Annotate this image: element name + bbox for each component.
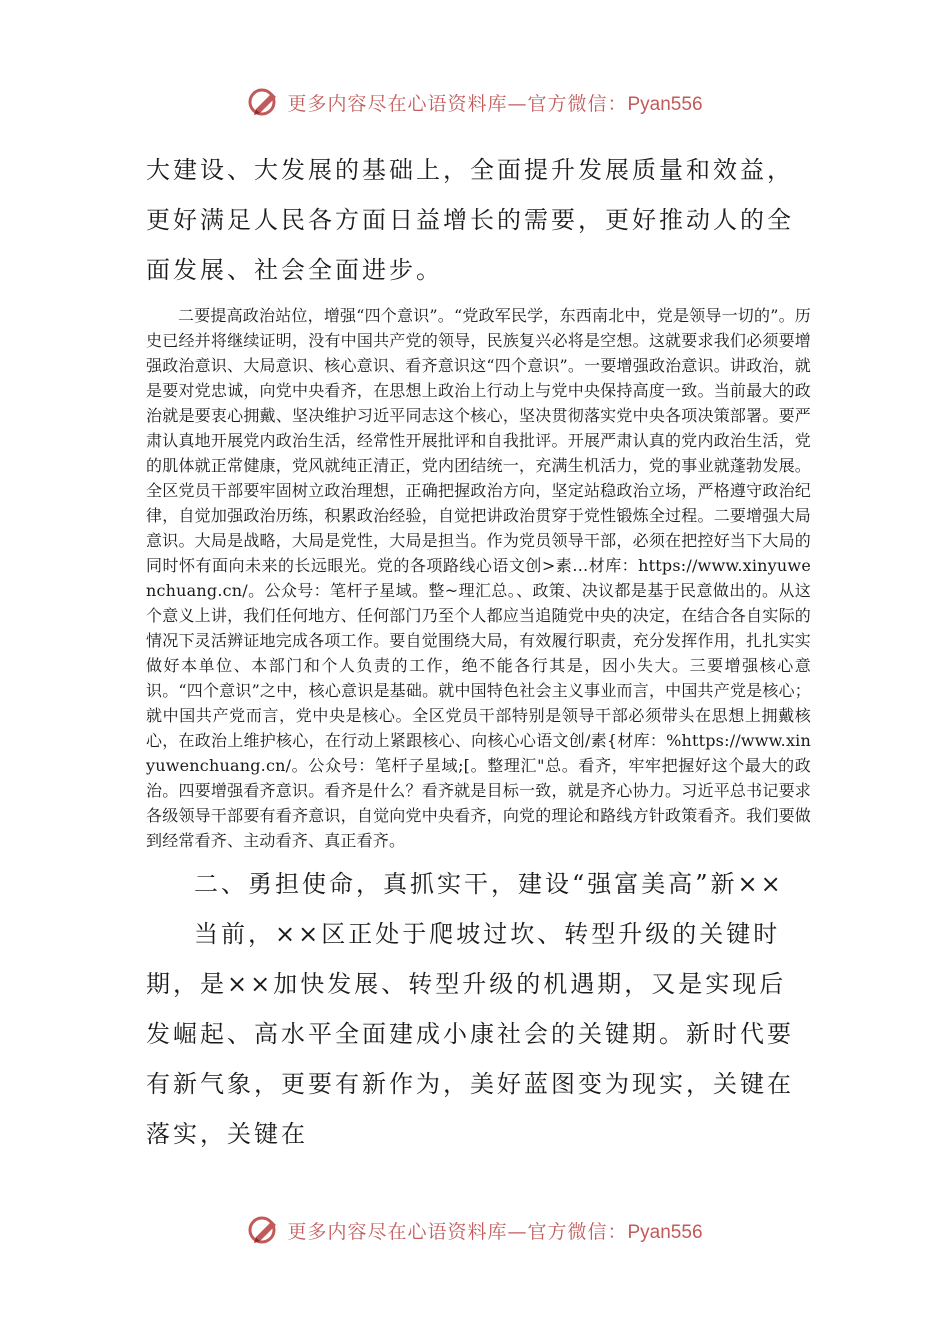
header-watermark — [0, 82, 950, 122]
pen-logo-icon — [247, 85, 281, 119]
paragraph-current-period: 当前，××区正处于爬坡过坎、转型升级的关键时期，是××加快发展、转型升级的机遇期，又是实现后发崛起、高水平全面建成小康社会的关键期。新时代要有新气象，更要有新作为，美好蓝图变为现实，关键在落实，关键在 — [146, 920, 794, 1148]
pen-logo-icon — [247, 1213, 281, 1247]
document-body — [146, 145, 811, 1159]
paragraph-political-awareness: 二要提高政治站位，增强“四个意识”。“党政军民学，东西南北中，党是领导一切的”。历史已经并将继续证明，没有中国共产党的领导，民族复兴必将是空想。这就要求我们必须要增强政治意识、大局意识、核心意识、看齐意识这“四个意识”。一要增强政治意识。讲政治，就是要对党忠诚，向党中央看齐，在思想上政治上行动上与党中央保持高度一致。当前最大的政治就是要衷心拥戴、坚决维护习近平同志这个核心，坚决贯彻落实党中央各项决策部署。要严肃认真地开展党内政治生活，经常性开展批评和自我批评。开展严肃认真的党内政治生活，党的肌体就正常健康，党风就纯正清正，党内团结统一，充满生机活力，党的事业就蓬勃发展。全区党员干部要牢固树立政治理想，正确把握政治方向，坚定站稳政治立场，严格遵守政治纪律，自觉加强政治历练，积累政治经验，自觉把讲政治贯穿于党性锻炼全过程。二要增强大局意识。大局是战略，大局是党性，大局是担当。作为党员领导干部，必须在把控好当下大局的同时怀有面向未来的长远眼光。党的各项路线心语文创>素…材库：https://www.xinyuwenchuang.cn/。公众号：笔杆子星域。整~理汇总。、政策、决议都是基于民意做出的。从这个意义上讲，我们任何地方、任何部门乃至个人都应当追随党中央的决定，在结合各自实际的情况下灵活辨证地完成各项工作。要自觉围绕大局，有效履行职责，充分发挥作用，扎扎实实做好本单位、本部门和个人负责的工作，绝不能各行其是，因小失大。三要增强核心意识。“四个意识”之中，核心意识是基础。就中国特色社会主义事业而言，中国共产党是核心；就中国共产党而言，党中央是核心。全区党员干部特别是领导干部必须带头在思想上拥戴核心，在政治上维护核心，在行动上紧跟核心、向核心心语文创/素{材库：%https://www.xinyuwenchuang.cn/。公众号：笔杆子星域;[。整理汇"总。看齐，牢牢把握好这个最大的政治。四要增强看齐意识。看齐是什么？看齐就是目标一致，就是齐心协力。习近平总书记要求各级领导干部要有看齐意识，自觉向党中央看齐，向党的理论和路线方针政策看齐。我们要做到经常看齐、主动看齐、真正看齐。 — [146, 306, 811, 850]
footer-watermark — [0, 1210, 950, 1250]
section-heading: 二、勇担使命，真抓实干，建设“强富美高”新×× — [194, 870, 784, 898]
paragraph-intro: 大建设、大发展的基础上，全面提升发展质量和效益，更好满足人民各方面日益增长的需要，更好推动人的全面发展、社会全面进步。 — [146, 156, 794, 284]
watermark-text: 更多内容尽在心语资料库—官方微信：Pyan556 — [287, 92, 703, 115]
watermark-text: 更多内容尽在心语资料库—官方微信：Pyan556 — [287, 1220, 703, 1243]
